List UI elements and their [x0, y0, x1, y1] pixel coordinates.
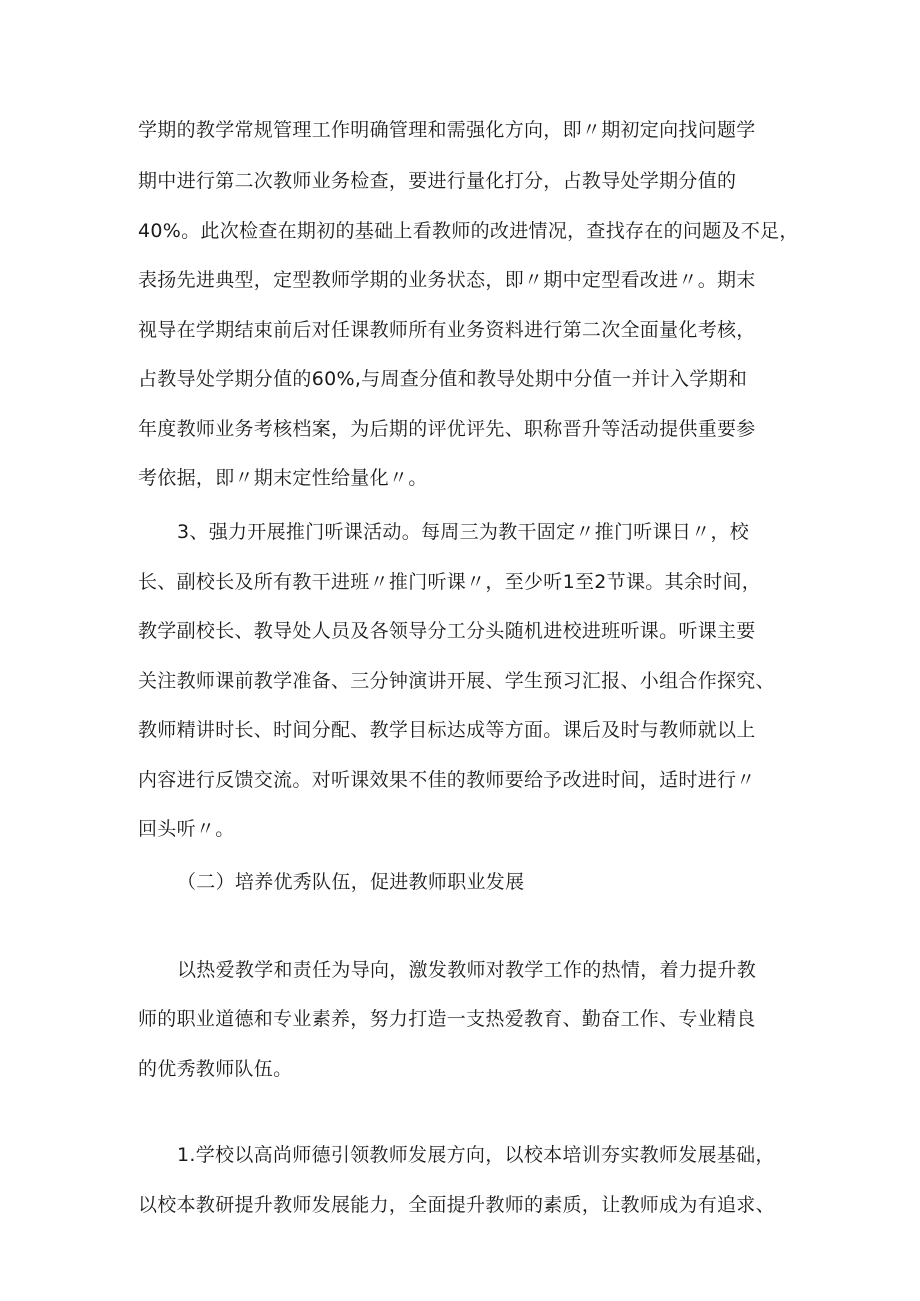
paragraph-4-line-2: 以校本教研提升教师发展能力，全面提升教师的素质，让教师成为有追求、: [138, 1194, 775, 1216]
section-heading: （二）培养优秀队伍，促进教师职业发展: [177, 871, 525, 893]
paragraph-2-line-4: 关注教师课前教学准备、三分钟演讲开展、学生预习汇报、小组合作探究、: [138, 670, 775, 692]
paragraph-2-line-1: 3、强力开展推门听课活动。每周三为教干固定〃推门听课日〃，校: [177, 521, 750, 543]
paragraph-1-line-6: 占教导处学期分值的60%,与周查分值和教导处期中分值一并计入学期和: [138, 368, 748, 390]
paragraph-2-line-2: 长、副校长及所有教干进班〃推门听课〃，至少听1至2节课。其余时间，: [138, 571, 762, 593]
paragraph-4-line-1: 1.学校以高尚师德引领教师发展方向，以校本培训夯实教师发展基础，: [177, 1144, 775, 1166]
paragraph-1-line-4: 表扬先进典型，定型教师学期的业务状态，即〃期中定型看改进〃。期末: [138, 269, 756, 291]
paragraph-3-line-1: 以热爱教学和责任为导向，激发教师对教学工作的热情，着力提升教: [177, 959, 757, 981]
paragraph-1-line-8: 考依据，即〃期末定性给量化〃。: [138, 467, 428, 489]
paragraph-2-line-6: 内容进行反馈交流。对听课效果不佳的教师要给予改进时间，适时进行〃: [138, 769, 756, 791]
paragraph-2-line-5: 教师精讲时长、时间分配、教学目标达成等方面。课后及时与教师就以上: [138, 719, 756, 741]
paragraph-2-line-7: 回头听〃。: [138, 818, 235, 840]
paragraph-1-line-2: 期中进行第二次教师业务检查，要进行量化打分，占教导处学期分值的: [138, 170, 737, 192]
paragraph-1-line-1: 学期的教学常规管理工作明确管理和需强化方向，即〃期初定向找问题学: [138, 119, 756, 141]
paragraph-1-line-5: 视导在学期结束前后对任课教师所有业务资料进行第二次全面量化考核，: [138, 319, 756, 341]
paragraph-3-line-3: 的优秀教师队伍。: [138, 1058, 293, 1080]
paragraph-1-line-3: 40%。此次检查在期初的基础上看教师的改进情况，查找存在的问题及不足，: [138, 220, 799, 242]
paragraph-3-line-2: 师的职业道德和专业素养，努力打造一支热爱教育、勤奋工作、专业精良: [138, 1008, 756, 1030]
paragraph-1-line-7: 年度教师业务考核档案，为后期的评优评先、职称晋升等活动提供重要参: [138, 418, 756, 440]
paragraph-2-line-3: 教学副校长、教导处人员及各领导分工分头随机进校进班听课。听课主要: [138, 620, 756, 642]
